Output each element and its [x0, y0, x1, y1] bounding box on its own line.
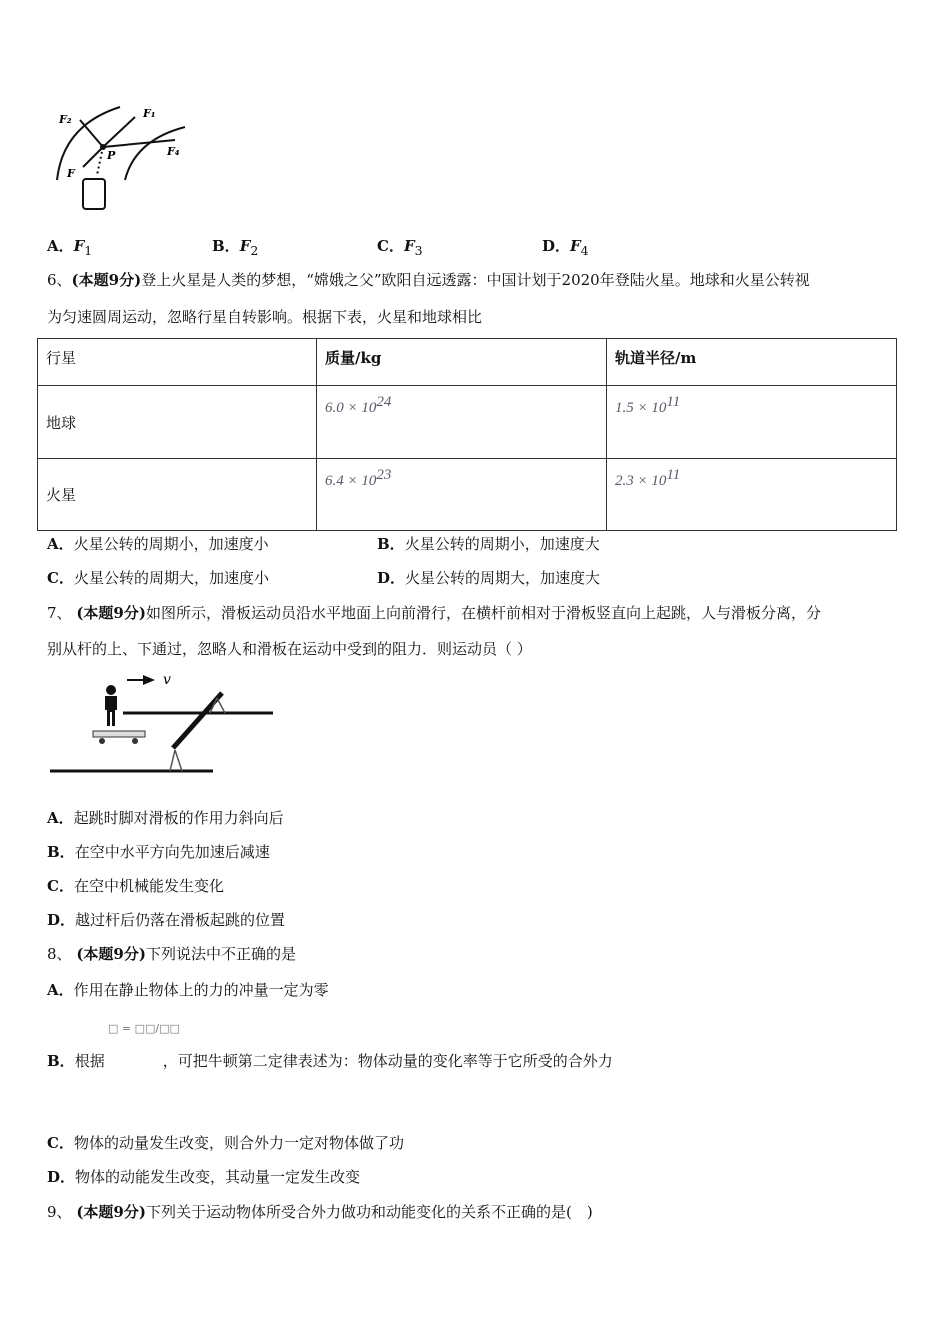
- q-score: (本题9分): [71, 271, 142, 289]
- mass-cell: [317, 459, 607, 531]
- radius-value: 1.5 × 10: [615, 400, 667, 416]
- q7-option-b[interactable]: [47, 842, 270, 862]
- q7-option-a[interactable]: [47, 808, 284, 828]
- option-text: 起跳时脚对滑板的作用力斜向后: [73, 809, 284, 827]
- q6-stem-line2: 为匀速圆周运动，忽略行星自转影响。根据下表，火星和地球相比: [47, 308, 483, 326]
- radius-value: 2.3 × 10: [615, 473, 667, 489]
- option-text: 火星公转的周期大，加速度大: [405, 569, 601, 587]
- option-sub: 1: [84, 243, 93, 258]
- radius-exponent: 11: [666, 394, 681, 410]
- option-letter: B．: [47, 843, 75, 861]
- option-text: 在空中机械能发生变化: [73, 877, 224, 895]
- svg-text:F₄: F₄: [167, 145, 180, 158]
- q-number: 6、: [47, 271, 72, 289]
- option-letter: C．: [47, 1134, 74, 1152]
- radius-cell: [607, 459, 897, 531]
- option-text: F: [403, 237, 415, 255]
- q8-option-c[interactable]: [47, 1133, 404, 1153]
- table-header-row: [38, 339, 897, 386]
- q7-stem-line1: [47, 603, 821, 623]
- q-text: 登上火星是人类的梦想，“嫦娥之父”欧阳自远透露：中国计划于2020年登陆火星。地球和火星公转视: [141, 271, 810, 289]
- q-number: 7、: [47, 604, 72, 622]
- q8-option-a[interactable]: [47, 980, 329, 1000]
- q6-option-b[interactable]: [377, 534, 600, 554]
- q6-option-a[interactable]: [47, 534, 269, 554]
- option-letter: A．: [47, 981, 74, 999]
- car-force-figure: [45, 95, 195, 215]
- option-letter: C．: [47, 569, 74, 587]
- q8-option-b[interactable]: [47, 1051, 613, 1071]
- mass-value: 6.0 × 10: [325, 400, 377, 416]
- svg-text:F₁: F₁: [143, 107, 156, 120]
- q7-option-d[interactable]: [47, 910, 285, 930]
- option-text: 根据: [74, 1052, 105, 1070]
- mass-cell: [317, 386, 607, 459]
- table-row: [38, 386, 897, 459]
- mass-value: 6.4 × 10: [325, 473, 377, 489]
- q5-option-a[interactable]: [47, 236, 92, 261]
- option-text: F: [73, 237, 85, 255]
- planet-cell: 地球: [38, 386, 317, 459]
- option-text: 物体的动能发生改变，其动量一定发生改变: [75, 1168, 361, 1186]
- option-letter: B．: [47, 1052, 75, 1070]
- q5-option-d[interactable]: [542, 236, 589, 261]
- radius-cell: [607, 386, 897, 459]
- option-letter: A．: [47, 535, 74, 553]
- option-letter: D．: [47, 911, 76, 929]
- q7-stem-line2: 别从杆的上、下通过，忽略人和滑板在运动中受到的阻力．则运动员（ ）: [47, 640, 532, 658]
- option-letter: C．: [47, 877, 74, 895]
- option-text: 物体的动量发生改变，则合外力一定对物体做了功: [73, 1134, 404, 1152]
- q-text: 下列关于运动物体所受合外力做功和动能变化的关系不正确的是( ): [145, 1203, 593, 1221]
- header-cell: 行星: [38, 339, 317, 386]
- option-sub: 2: [250, 243, 259, 258]
- formula-image: □ = □□/□□: [108, 1022, 180, 1035]
- table-row: [38, 459, 897, 531]
- q5-option-b[interactable]: [212, 236, 258, 261]
- header-cell: 轨道半径/m: [607, 339, 897, 386]
- option-text: 越过杆后仍落在滑板起跳的位置: [75, 911, 286, 929]
- mass-exponent: 23: [376, 467, 392, 483]
- mass-exponent: 24: [376, 394, 392, 410]
- q6-option-d[interactable]: [377, 568, 600, 588]
- option-sub: 3: [414, 243, 423, 258]
- q8-stem: [47, 944, 296, 964]
- planet-cell: 火星: [38, 459, 317, 531]
- velocity-label: v: [163, 672, 171, 688]
- svg-text:P: P: [107, 149, 116, 162]
- q-score: (本题9分): [76, 604, 146, 622]
- svg-text:F: F: [67, 167, 75, 180]
- q6-stem-line1: [47, 270, 810, 290]
- option-letter: D．: [47, 1168, 76, 1186]
- option-letter: A．: [47, 809, 74, 827]
- option-letter: A．: [47, 237, 74, 255]
- option-letter: D．: [542, 237, 571, 255]
- option-text: 作用在静止物体上的力的冲量一定为零: [73, 981, 329, 999]
- skateboard-figure: [45, 668, 275, 778]
- radius-exponent: 11: [666, 467, 681, 483]
- q-number: 9、: [47, 1203, 72, 1221]
- planet-table: [37, 338, 897, 531]
- q7-option-c[interactable]: [47, 876, 224, 896]
- option-text: 火星公转的周期大，加速度小: [73, 569, 269, 587]
- option-text: 在空中水平方向先加速后减速: [74, 843, 270, 861]
- option-letter: C．: [377, 237, 404, 255]
- q5-option-c[interactable]: [377, 236, 423, 261]
- option-sub: 4: [580, 243, 589, 258]
- q6-option-c[interactable]: [47, 568, 269, 588]
- option-text: 火星公转的周期小，加速度大: [404, 535, 600, 553]
- q-text: 下列说法中不正确的是: [145, 945, 296, 963]
- option-text: F: [239, 237, 251, 255]
- q9-stem: [47, 1202, 593, 1222]
- q-score: (本题9分): [76, 1203, 146, 1221]
- q-score: (本题9分): [76, 945, 146, 963]
- option-letter: D．: [377, 569, 406, 587]
- option-letter: B．: [212, 237, 240, 255]
- option-text: 火星公转的周期小，加速度小: [73, 535, 269, 553]
- svg-text:F₂: F₂: [59, 113, 72, 126]
- header-cell: 质量/kg: [317, 339, 607, 386]
- q-text: 如图所示，滑板运动员沿水平地面上向前滑行，在横杆前相对于滑板竖直向上起跳，人与滑板分离，分: [145, 604, 821, 622]
- option-text: F: [570, 237, 581, 255]
- q-number: 8、: [47, 945, 72, 963]
- q8-option-d[interactable]: [47, 1167, 360, 1187]
- option-text: ，可把牛顿第二定律表述为：物体动量的变化率等于它所受的合外力: [162, 1052, 613, 1070]
- option-letter: B．: [377, 535, 405, 553]
